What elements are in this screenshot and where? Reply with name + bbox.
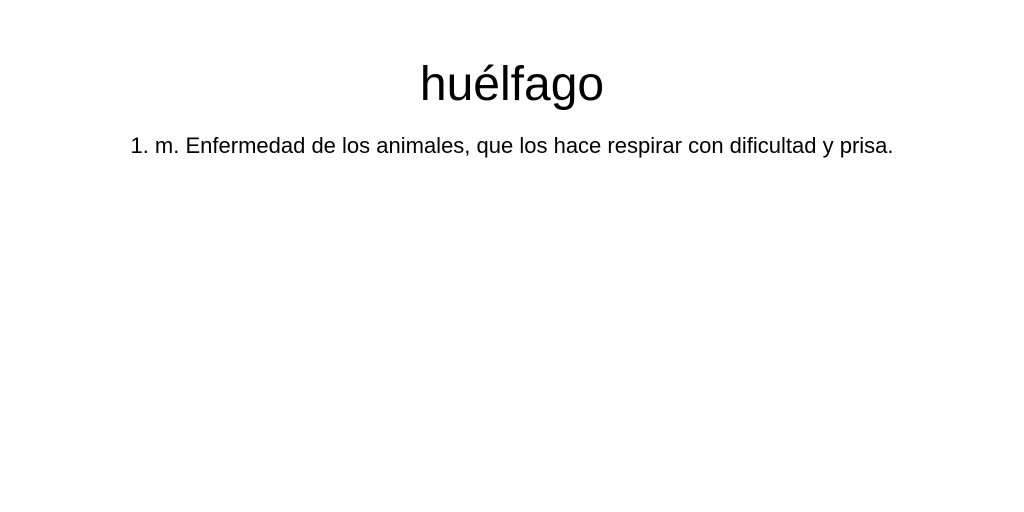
entry-headword: huélfago [419, 58, 605, 111]
entry-definition: 1. m. Enfermedad de los animales, que los hace respirar con dificultad y prisa. [130, 133, 894, 158]
